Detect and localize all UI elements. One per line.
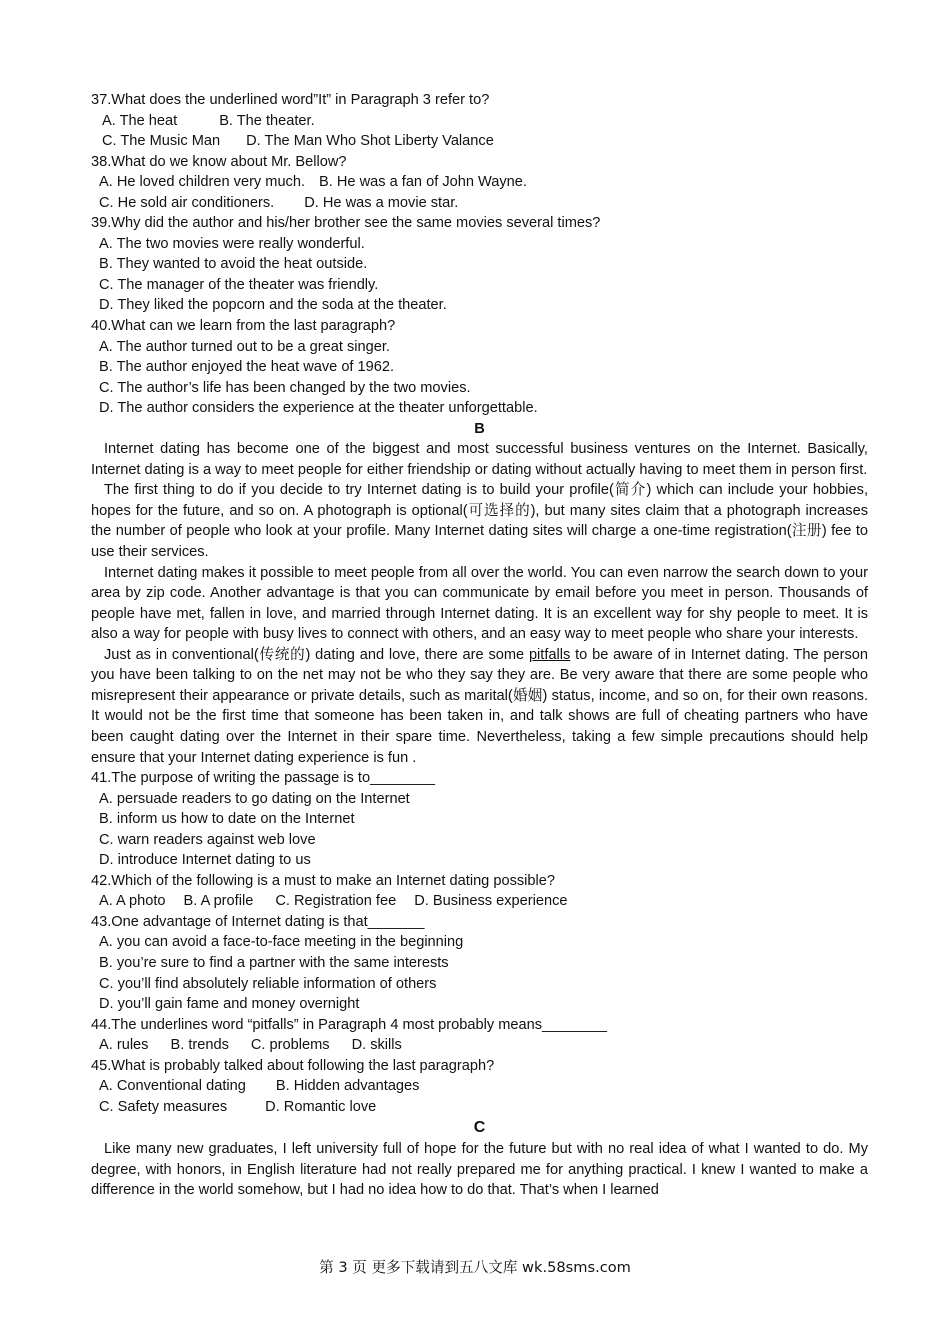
section-b-paragraph-3: Internet dating makes it possible to meet people from all over the world. You can even narrow the search down to your area by zip code. Another advantage is that you can communicate by email before you meet in person. Thousands of people have met, fallen in love, and married through Internet dating. It is an excellent way for shy people to meet. It is also a way for people with busy lives to connect with others, and an easy way to meet people who share your interests.	[91, 564, 868, 643]
question-37-options-row-2	[91, 131, 868, 152]
option: A. you can avoid a face-to-face meeting in the beginning	[99, 934, 464, 951]
option: A. rules	[99, 1037, 149, 1054]
option: C. The manager of the theater was friendly.	[99, 276, 379, 293]
option: A. The two movies were really wonderful.	[99, 235, 365, 252]
section-b-paragraph-2: The first thing to do if you decide to try Internet dating is to build your profile(简介) which can include your hobbies, hopes for the future, and so on. A photograph is optional(可选择的), but many sites claim that a photograph increases the number of people who look at your profile. Many Internet dating sites will charge a one-time registration(注册) fee to use their services.	[91, 482, 868, 561]
option: B. They wanted to avoid the heat outside.	[99, 256, 368, 273]
question-38-stem: 38.What do we know about Mr. Bellow?	[91, 153, 347, 170]
option: C. The author’s life has been changed by the two movies.	[99, 379, 471, 396]
option: A. He loved children very much.	[99, 174, 306, 191]
option: D. you’ll gain fame and money overnight	[99, 996, 360, 1013]
question-45-options-row-2	[91, 1097, 868, 1118]
option: D. Romantic love	[265, 1098, 377, 1115]
page-footer: 第 3 页 更多下载请到五八文库 wk.58sms.com	[319, 1259, 631, 1276]
question-37-stem: 37.What does the underlined word”It” in Paragraph 3 refer to?	[91, 92, 490, 108]
section-b-paragraph-4	[91, 645, 868, 768]
option: B. A profile	[183, 893, 254, 910]
option: D. The author considers the experience at the theater unforgettable.	[99, 400, 538, 417]
option: A. A photo	[99, 893, 166, 910]
section-c-heading: C	[473, 1119, 486, 1137]
option: B. He was a fan of John Wayne.	[319, 174, 527, 191]
question-43-stem: 43.One advantage of Internet dating is that_______	[91, 913, 425, 930]
option: D. They liked the popcorn and the soda at the theater.	[99, 297, 447, 314]
question-39-stem: 39.Why did the author and his/her brother see the same movies several times?	[91, 215, 601, 232]
question-38-options-row-2	[91, 193, 868, 214]
option: B. inform us how to date on the Internet	[99, 811, 355, 828]
question-42-options-row	[91, 891, 868, 912]
question-38-options-row-1	[91, 172, 868, 193]
option: C. problems	[250, 1037, 330, 1054]
option: B. trends	[170, 1037, 229, 1054]
question-45-options-row-1	[91, 1076, 868, 1097]
option: D. The Man Who Shot Liberty Valance	[246, 133, 494, 150]
option: A. The author turned out to be a great singer.	[99, 338, 390, 355]
underlined-word-pitfalls: pitfalls	[528, 646, 571, 663]
option: C. Safety measures	[99, 1098, 228, 1115]
option: C. you’ll find absolutely reliable information of others	[99, 975, 437, 992]
option: A. The heat	[102, 112, 178, 129]
option: C. The Music Man	[102, 133, 221, 150]
option: A. persuade readers to go dating on the Internet	[99, 790, 410, 807]
option: B. The author enjoyed the heat wave of 1962.	[99, 359, 395, 376]
option: B. The theater.	[219, 112, 315, 129]
option: B. you’re sure to find a partner with the same interests	[99, 954, 449, 971]
section-b-paragraph-1: Internet dating has become one of the biggest and most successful business ventures on the Internet. Basically, Internet dating is a way to meet people for either friendship or dating without actually having to meet them in person first.	[91, 441, 868, 478]
option: D. He was a movie star.	[304, 194, 459, 211]
section-b-heading: B	[474, 420, 485, 437]
option: A. Conventional dating	[99, 1078, 246, 1095]
question-45-stem: 45.What is probably talked about following the last paragraph?	[91, 1057, 495, 1074]
question-41-stem: 41.The purpose of writing the passage is to________	[91, 770, 436, 787]
paragraph-text: to be aware of in Internet dating. The person you have been talking to on the net may not be who they say they are. Be very aware that there are some people who misrepresent their appearance or private details, such as marital(婚姻) status, income, and so on, for their own reasons. It would not be the first time that someone has been taken in, and talk shows are full of cheating partners who have been caught dating over the Internet in their spare time. Nevertheless, taking a few simple precautions should help ensure that your Internet dating experience is fun .	[91, 646, 868, 766]
question-37-options-row-1	[91, 111, 868, 132]
option: C. warn readers against web love	[99, 831, 316, 848]
option: D. Business experience	[414, 893, 568, 910]
question-44-options-row	[91, 1035, 868, 1056]
document-page	[91, 90, 868, 1201]
option: D. introduce Internet dating to us	[99, 852, 311, 869]
section-c-paragraph-1: Like many new graduates, I left university full of hope for the future but with no real idea of what I wanted to do. My degree, with honors, in English literature had not really prepared me for anything practical. I knew I wanted to make a difference in the world somehow, but I had no idea how to do that. That’s when I learned	[91, 1141, 868, 1199]
option: B. Hidden advantages	[275, 1078, 420, 1095]
option: C. He sold air conditioners.	[99, 194, 275, 211]
question-42-stem: 42.Which of the following is a must to make an Internet dating possible?	[91, 872, 556, 889]
question-44-stem: 44.The underlines word “pitfalls” in Paragraph 4 most probably means________	[91, 1016, 607, 1033]
question-40-stem: 40.What can we learn from the last paragraph?	[91, 318, 396, 335]
option: C. Registration fee	[275, 893, 397, 910]
option: D. skills	[351, 1037, 402, 1054]
paragraph-text: Just as in conventional(传统的) dating and love, there are some	[104, 646, 529, 663]
